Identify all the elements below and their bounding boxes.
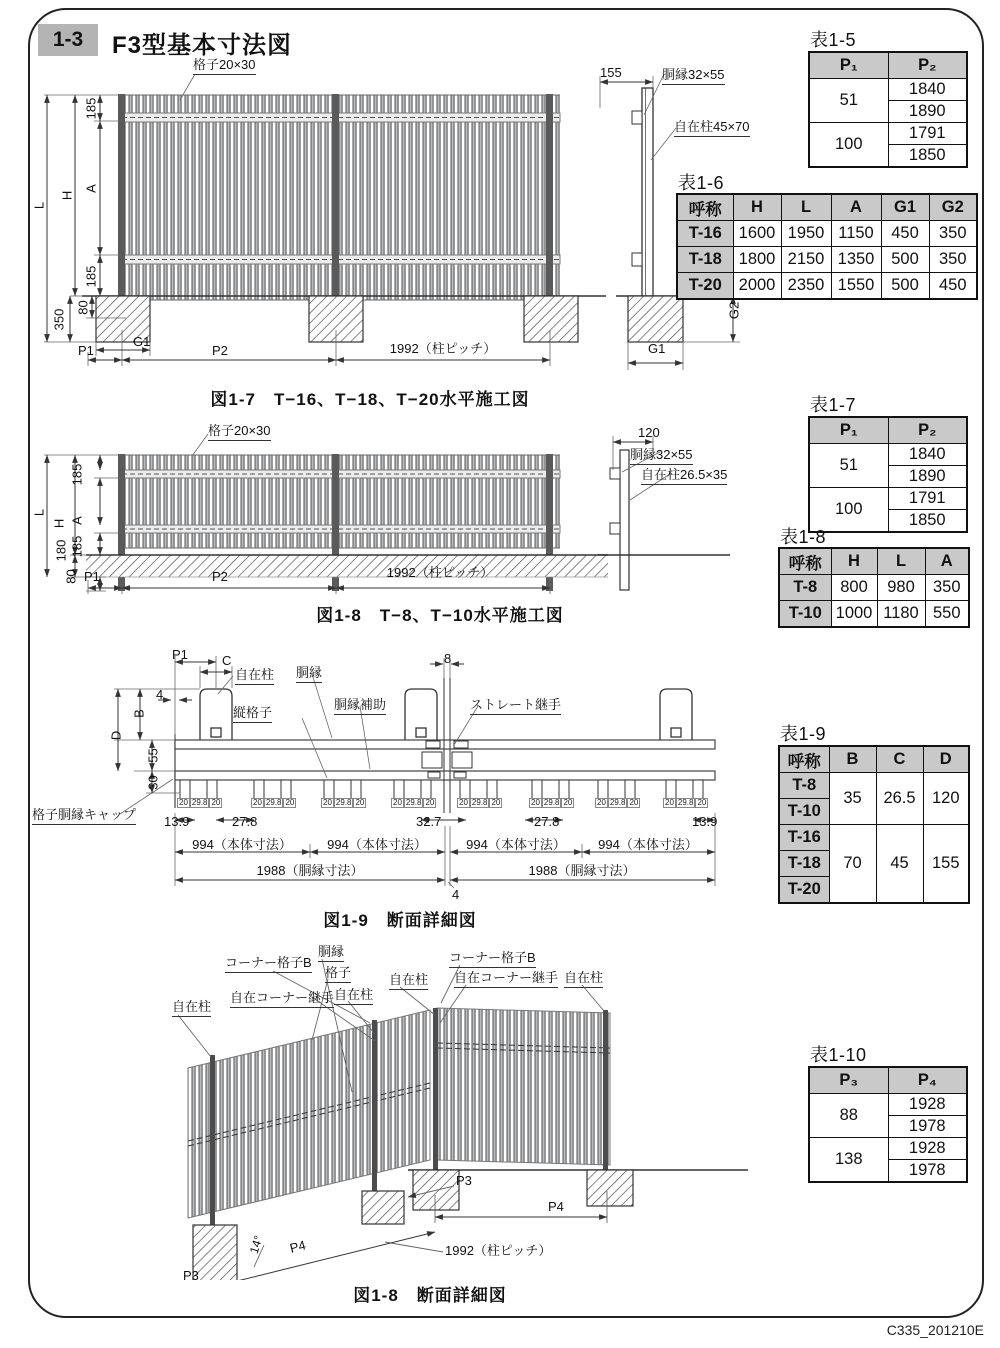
col-header: L (877, 548, 925, 575)
table-1-8-title: 表1-8 (780, 527, 827, 547)
dim-1988: 1988（胴縁寸法） (256, 863, 364, 878)
col-header: L (781, 194, 831, 221)
rail-label: 胴縁 (296, 666, 322, 683)
slat-dim: 29.8 (543, 798, 560, 807)
dim-G2: G2 (726, 301, 742, 320)
section-number: 1-3 (38, 24, 98, 56)
slat-dim: 20 (531, 798, 540, 807)
cell: 1150 (831, 221, 881, 247)
cell: 100 (809, 488, 888, 533)
slat-dim-group (663, 798, 708, 808)
dim-185-top: 185 (83, 97, 99, 120)
slat-dim: 20 (665, 798, 674, 807)
dim-994: 994（本体寸法） (598, 837, 698, 852)
table-row (779, 575, 969, 601)
slat-dim: 29.8 (191, 798, 208, 807)
document-code: C335_201210E (886, 1322, 984, 1338)
cell: 1350 (831, 247, 881, 273)
slat-dim-group (251, 798, 296, 808)
slat-dim-group (595, 798, 640, 808)
cell: 138 (809, 1138, 888, 1183)
table-1-5 (808, 51, 968, 168)
fig19-drawing (30, 648, 775, 906)
corner-joint-label: 自在コーナー継手 (454, 971, 558, 988)
fig17-caption: 図1-7 T−16、T−18、T−20水平施工図 (210, 390, 530, 409)
post-label: 自在柱 (235, 668, 274, 685)
col-header: A (831, 194, 881, 221)
slat-dim: 29.8 (609, 798, 626, 807)
col-header: B (829, 746, 876, 773)
cell: 2350 (781, 273, 831, 300)
dim-L: L (31, 508, 47, 517)
dim-27-8: 27.8 (534, 814, 560, 829)
col-header: A (925, 548, 969, 575)
grid-size-label: 格子20×30 (208, 424, 271, 441)
row-header: T-10 (779, 799, 829, 825)
row-header: T-8 (779, 773, 829, 799)
dim-P1: P1 (172, 647, 188, 662)
cell: 2000 (733, 273, 781, 300)
dim-L: L (31, 201, 47, 210)
cell: 26.5 (876, 773, 923, 825)
fig18d-caption: 図1-8 断面詳細図 (353, 1286, 507, 1305)
cell: 500 (881, 273, 929, 300)
rail-size-label: 胴縁32×55 (662, 68, 725, 85)
table-1-9 (778, 745, 970, 904)
col-header: P₂ (888, 52, 967, 79)
cell: 35 (829, 773, 876, 825)
col-header: H (831, 548, 877, 575)
post-label: 自在柱 (564, 971, 603, 988)
row-header: T-20 (779, 877, 829, 904)
dim-pitch: 1992（柱ピッチ） (386, 565, 494, 580)
row-header: T-16 (677, 221, 733, 247)
cell: 1840 (888, 444, 967, 466)
dim-1988: 1988（胴縁寸法） (528, 863, 636, 878)
dim-27-8: 27.8 (232, 814, 258, 829)
post-size-label: 自在柱45×70 (674, 120, 750, 137)
table-1-8 (778, 547, 970, 628)
col-header: P₂ (888, 417, 967, 444)
dim-G1: G1 (133, 334, 151, 349)
col-header: P₃ (809, 1067, 888, 1094)
slat-dim: 29.8 (471, 798, 488, 807)
corner-grid-label: コーナー格子B (449, 951, 536, 968)
table-row (779, 825, 969, 851)
cell: 350 (929, 221, 977, 247)
table-row (677, 273, 977, 300)
cell: 155 (923, 825, 969, 904)
slat-dim-group (321, 798, 366, 808)
slat-dim: 29.8 (265, 798, 282, 807)
col-header: H (733, 194, 781, 221)
cell: 70 (829, 825, 876, 904)
dim-A: A (69, 516, 85, 525)
table-1-6 (676, 193, 978, 300)
dim-A: A (83, 184, 99, 193)
row-header: T-10 (779, 601, 831, 628)
dim-55: 55 (145, 748, 161, 763)
cell: 1000 (831, 601, 877, 628)
col-header: 呼称 (779, 548, 831, 575)
post-label: 自在柱 (172, 1000, 211, 1017)
slat-dim-group (529, 798, 574, 808)
table-1-10 (808, 1066, 968, 1183)
cell: 1890 (888, 466, 967, 488)
corner-joint-label: 自在コーナー継手 (230, 991, 334, 1008)
cell: 980 (877, 575, 925, 601)
row-header: T-20 (677, 273, 733, 300)
slat-dim: 29.8 (335, 798, 352, 807)
slat-dim: 20 (425, 798, 435, 807)
dim-pitch: 1992（柱ピッチ） (389, 341, 497, 356)
dim-994: 994（本体寸法） (466, 837, 566, 852)
table-1-6-title: 表1-6 (678, 173, 725, 193)
dim-P2: P2 (212, 343, 228, 358)
cell: 450 (881, 221, 929, 247)
dim-350: 350 (51, 308, 67, 331)
dim-P4: P4 (288, 1237, 308, 1256)
slat-dim: 20 (629, 798, 639, 807)
rail-label: 胴縁 (318, 945, 344, 962)
slat-dim: 20 (211, 798, 221, 807)
dim-80: 80 (63, 569, 79, 584)
post-size-label: 自在柱26.5×35 (641, 468, 727, 485)
dim-P3: P3 (183, 1268, 199, 1283)
row-header: T-18 (779, 851, 829, 877)
vertical-grid-label: 縦格子 (233, 706, 272, 723)
cell: 450 (929, 273, 977, 300)
dim-13-9: 13.9 (164, 814, 190, 829)
cell: 350 (925, 575, 969, 601)
cell: 350 (929, 247, 977, 273)
dim-G1-side: G1 (648, 341, 666, 356)
post-label: 自在柱 (389, 973, 428, 990)
dim-8: 8 (444, 651, 452, 666)
corner-grid-label: コーナー格子B (225, 956, 312, 973)
dim-120: 120 (638, 425, 660, 440)
dim-180: 180 (53, 539, 69, 562)
slat-dim: 20 (355, 798, 365, 807)
cell: 1791 (888, 488, 967, 510)
col-header: G1 (881, 194, 929, 221)
cell: 1850 (888, 145, 967, 168)
straight-joint-label: ストレート継手 (470, 698, 561, 715)
dim-P1: P1 (84, 569, 100, 584)
dim-angle: 14° (246, 1233, 266, 1256)
slat-dim-group (457, 798, 502, 808)
table-1-10-title: 表1-10 (810, 1045, 867, 1065)
dim-4: 4 (156, 687, 164, 702)
rail-size-label: 胴縁32×55 (630, 448, 693, 465)
row-header: T-18 (677, 247, 733, 273)
dim-32-7: 32.7 (416, 814, 442, 829)
dim-4-bottom: 4 (452, 887, 460, 902)
slat-dim: 20 (597, 798, 606, 807)
table-1-7-title: 表1-7 (810, 395, 857, 415)
col-header: D (923, 746, 969, 773)
col-header: P₁ (809, 417, 888, 444)
dim-H: H (51, 518, 67, 529)
cell: 500 (881, 247, 929, 273)
cell: 45 (876, 825, 923, 904)
slat-dim-group (391, 798, 436, 808)
dim-185-top: 185 (69, 463, 85, 486)
dim-994: 994（本体寸法） (327, 837, 427, 852)
table-row (677, 221, 977, 247)
cell: 1890 (888, 101, 967, 123)
dim-D: D (108, 730, 124, 741)
page-title: F3型基本寸法図 (112, 32, 293, 59)
col-header: G2 (929, 194, 977, 221)
grid-label: 格子 (325, 966, 351, 983)
table-1-9-title: 表1-9 (780, 724, 827, 744)
dim-P3: P3 (456, 1173, 472, 1188)
cap-label: 格子胴縁キャップ (32, 808, 136, 825)
post-label: 自在柱 (334, 988, 373, 1005)
cell: 1978 (888, 1160, 967, 1183)
slat-dim: 20 (285, 798, 295, 807)
cell: 2150 (781, 247, 831, 273)
dim-185-bottom: 185 (69, 535, 85, 558)
slat-dim: 20 (491, 798, 501, 807)
cell: 1791 (888, 123, 967, 145)
slat-dim: 20 (323, 798, 332, 807)
fig18d-drawing (30, 945, 770, 1280)
grid-size-label: 格子20×30 (193, 58, 256, 75)
slat-dim: 20 (253, 798, 262, 807)
table-1-5-title: 表1-5 (810, 30, 857, 50)
dim-155: 155 (600, 65, 622, 80)
col-header: 呼称 (677, 194, 733, 221)
table-row (779, 773, 969, 799)
slat-dim: 20 (393, 798, 402, 807)
dim-P2: P2 (212, 569, 228, 584)
col-header: P₄ (888, 1067, 967, 1094)
slat-dim: 29.8 (405, 798, 422, 807)
dim-185-bottom: 185 (83, 265, 99, 288)
cell: 1850 (888, 510, 967, 533)
dim-13-9: 13.9 (692, 814, 718, 829)
cell: 100 (809, 123, 888, 168)
cell: 550 (925, 601, 969, 628)
cell: 51 (809, 79, 888, 123)
row-header: T-8 (779, 575, 831, 601)
cell: 1928 (888, 1138, 967, 1160)
slat-dim: 20 (459, 798, 468, 807)
cell: 1800 (733, 247, 781, 273)
slat-dim: 20 (563, 798, 573, 807)
table-row (677, 247, 977, 273)
table-row (779, 601, 969, 628)
dim-H: H (59, 190, 75, 201)
slat-dim: 29.8 (677, 798, 694, 807)
dim-994: 994（本体寸法） (192, 837, 292, 852)
dim-P4: P4 (548, 1199, 564, 1214)
slat-dim: 20 (179, 798, 188, 807)
dim-C: C (222, 653, 232, 668)
rail-sub-label: 胴縁補助 (334, 698, 386, 715)
cell: 88 (809, 1094, 888, 1138)
cell: 1840 (888, 79, 967, 101)
col-header: C (876, 746, 923, 773)
cell: 1600 (733, 221, 781, 247)
cell: 1978 (888, 1116, 967, 1138)
cell: 51 (809, 444, 888, 488)
col-header: P₁ (809, 52, 888, 79)
slat-dim: 20 (697, 798, 707, 807)
slat-dim-group (177, 798, 222, 808)
dim-P1: P1 (78, 343, 94, 358)
cell: 1928 (888, 1094, 967, 1116)
cell: 800 (831, 575, 877, 601)
table-1-7 (808, 416, 968, 533)
col-header: 呼称 (779, 746, 829, 773)
dim-30: 30 (145, 775, 161, 790)
row-header: T-16 (779, 825, 829, 851)
fig19-caption: 図1-9 断面詳細図 (323, 911, 477, 930)
fig18h-caption: 図1-8 T−8、T−10水平施工図 (316, 606, 564, 625)
dim-pitch: 1992（柱ピッチ） (445, 1243, 552, 1258)
dim-80: 80 (75, 300, 91, 315)
cell: 1180 (877, 601, 925, 628)
cell: 1950 (781, 221, 831, 247)
dim-B: B (131, 709, 147, 718)
cell: 120 (923, 773, 969, 825)
cell: 1550 (831, 273, 881, 300)
